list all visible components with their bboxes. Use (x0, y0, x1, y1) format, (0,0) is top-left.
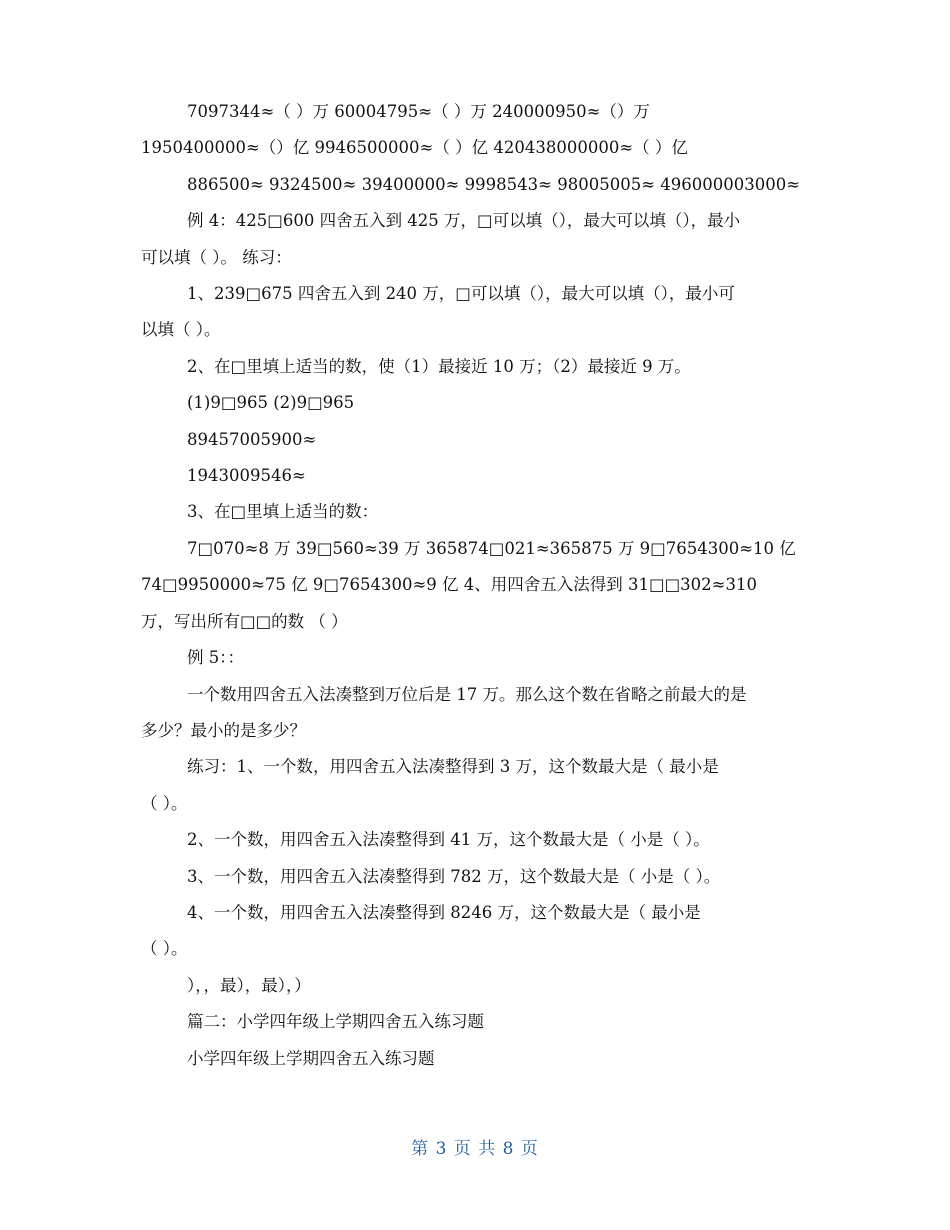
exercise-2-items: (1)9□965 (2)9□965 (187, 393, 355, 413)
exercise-1-line-1: 1、239□675 四舍五入到 240 万，□可以填（），最大可以填（），最小可 (187, 284, 735, 304)
practice-2: 2、一个数，用四舍五入法凑整得到 41 万，这个数最大是（ 小是（ ）。 (187, 830, 710, 850)
exercise-4-line-2: 万，写出所有□□的数 （ ） (141, 611, 348, 631)
example-4-line-2: 可以填（ ）。 练习： (141, 247, 292, 267)
approx-line-2: 1943009546≈ (187, 466, 306, 486)
document-body (141, 94, 813, 1077)
practice-1-line-2: （ ）。 (141, 793, 188, 813)
exercise-1-line-2: 以填（ ）。 (141, 320, 221, 340)
approx-line-1: 89457005900≈ (187, 429, 317, 449)
text-line-2: 1950400000≈（）亿 9946500000≈（ ）亿 420438000000≈（ ）亿 (141, 138, 688, 158)
page-footer: 第 3 页 共 8 页 (411, 1139, 539, 1159)
practice-4-line-1: 4、一个数，用四舍五入法凑整得到 8246 万，这个数最大是（ 最小是 (187, 902, 701, 922)
practice-1-line-1: 练习：1、一个数，用四舍五入法凑整得到 3 万，这个数最大是（ 最小是 (187, 757, 719, 777)
section-2-title: 小学四年级上学期四舍五入练习题 (187, 1048, 435, 1068)
exercise-3-heading: 3、在□里填上适当的数： (187, 502, 379, 522)
example-5-line-1: 一个数用四舍五入法凑整到万位后是 17 万。那么这个数在省略之前最大的是 (187, 684, 747, 704)
text-line-1: 7097344≈（ ）万 60004795≈（ ）万 240000950≈（）万 (187, 102, 650, 121)
exercise-2-heading: 2、在□里填上适当的数，使（1）最接近 10 万；（2）最接近 9 万。 (187, 356, 691, 376)
exercise-3-line-2: 74□9950000≈75 亿 9□7654300≈9 亿 4、用四舍五入法得到 31□□302≈310 (141, 575, 757, 595)
practice-3: 3、一个数，用四舍五入法凑整得到 782 万，这个数最大是（ 小是（ ）。 (187, 866, 721, 886)
example-5-line-2: 多少？最小的是多少？ (141, 720, 306, 740)
text-line-3: 886500≈ 9324500≈ 39400000≈ 9998543≈ 98005005≈ 496000003000≈ (187, 174, 801, 194)
example-5-heading: 例 5：： (187, 648, 244, 668)
example-4-line-1: 例 4：425□600 四舍五入到 425 万，□可以填（），最大可以填（），最小 (187, 211, 741, 231)
exercise-3-line-1: 7□070≈8 万 39□560≈39 万 365874□021≈365875 万 9□7654300≈10 亿 (187, 538, 796, 558)
practice-4-line-2: （ ）。 (141, 939, 188, 959)
fragment-line: ），，最），最），） (187, 975, 311, 995)
section-2-heading: 篇二：小学四年级上学期四舍五入练习题 (187, 1012, 484, 1032)
